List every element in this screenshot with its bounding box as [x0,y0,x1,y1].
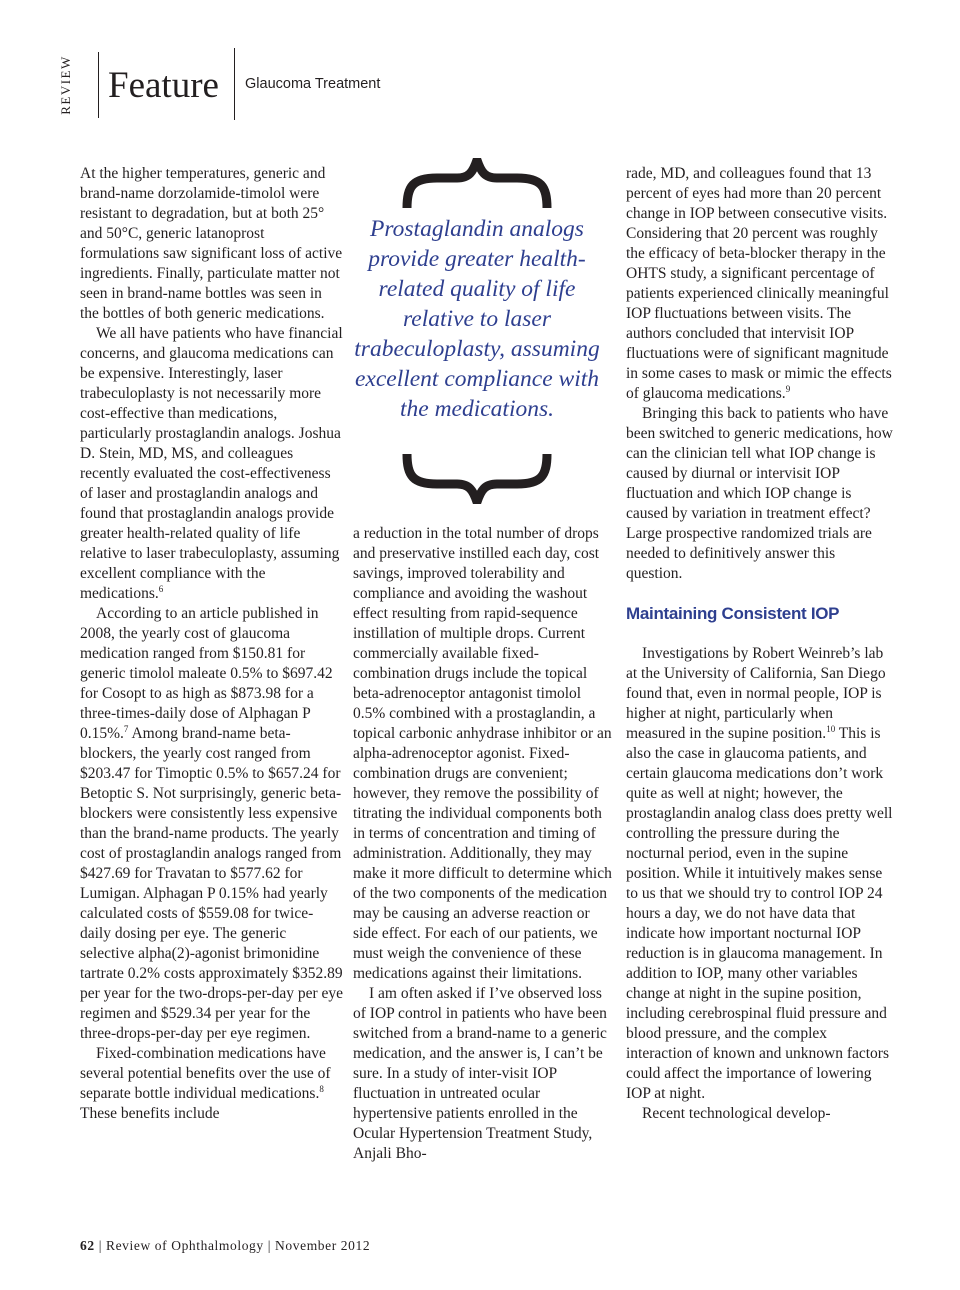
header-divider-left [98,52,99,118]
header-divider-right [234,48,235,120]
reference-marker: 7 [123,723,129,734]
page-title: Feature [108,65,219,106]
paragraph: rade, MD, and colleagues found that 13 percent of eyes had more than 20 percent change in IOP between consecutive visits. Considering that 20 percent was roughly the efficacy of beta-blocker therapy in the OHTS study, a significant percentage of patients experienced clinically meaningful IOP fluctuations between visits. The authors concluded that intervisit IOP fluctuations were of significant magnitude in some cases to mask or mimic the effects of glaucoma medications.$^9$ [626,165,892,402]
paragraph: I am often asked if I’ve observed loss of IOP control in patients who have been switched from a brand-name to a generic medication, and the answer is, I can’t be sure. In a study of inter-visit IOP fluctuation in untreated ocular hypertensive patients enrolled in the Ocular Hypertension Treatment Study, Anjali Bho- [353,985,607,1162]
reference-marker: 6 [158,583,164,594]
brace-top-icon [345,158,609,212]
article-column-2 [353,524,615,1164]
paragraph: According to an article published in 2008, the yearly cost of glaucoma medication ranged from $150.81 for generic timolol maleate 0.5% to $697.42 for Cosopt to as high as $873.98 for a three-times-daily dose of Alphagan P 0.15%.$^7$ Among brand-name beta-blockers, the yearly cost ranged from $203.47 for Timoptic 0.5% to $657.24 for Betoptic S. Not surprisingly, generic beta-blockers were consistently less expensive than the brand-name products. The yearly cost of prostaglandin analogs ranged from $427.69 for Travatan to $577.62 for Lumigan. Alphagan P 0.15% had yearly calculated costs of $559.08 for twice-daily dosing per eye. The generic selective alpha(2)-agonist brimonidine tartrate 0.2% costs approximately $352.89 per year for the two-drops-per-day per eye regimen and $529.34 per year for the three-drops-per-day per eye regimen. [80,605,344,1042]
reference-marker: 8 [319,1083,324,1094]
page-number: 62 [80,1238,95,1253]
publication-name: Review of Ophthalmology [105,1238,264,1253]
section-subhead: Maintaining Consistent IOP [626,604,840,623]
reference-marker: 10 [826,723,836,734]
reference-marker: 9 [785,383,791,394]
issue-date: November 2012 [275,1238,371,1253]
paragraph: We all have patients who have financial concerns, and glaucoma medications can be expensive. Interestingly, laser trabeculoplasty is not necessarily more cost-effective than medications, particularly prostaglandin analogs. Joshua D. Stein, MD, MS, and colleagues recently evaluated the cost-effectiveness of laser and prostaglandin analogs and found that prostaglandin analogs provide greater health-related quality of life relative to laser trabeculoplasty, assuming excellent compliance with the medications.$^6$ [80,325,343,602]
pull-quote [345,158,609,504]
paragraph: a reduction in the total number of drops and preservative instilled each day, cost savings, improved tolerability and compliance and avoiding the washout effect resulting from rapid-sequence instillation of multiple drops. Current commercially available fixed-combination drugs include the topical beta-adrenoceptor antagonist timolol 0.5% combined with a prostaglandin, a topical carbonic anhydrase inhibitor or an alpha-adrenoceptor agonist. Fixed-combination drugs are convenient; however, they remove the possibility of titrating the individual components both in terms of concentration and timing of administration. Additionally, they may make it more difficult to determine which of the two components of the medication may be causing an adverse reaction or side effect. For each of our patients, we must weigh the convenience of these medications against their limitations. [353,525,612,982]
side-tab-label: REVIEW [58,55,73,115]
paragraph: At the higher temperatures, generic and brand-name dorzolamide-timolol were resistant to degradation, but at both 25° and 50°C, generic latanoprost formulations saw significant loss of active ingredients. Finally, particulate matter not seen in brand-name bottles was seen in the bottles of both generic medications. [80,165,343,322]
footer-separator: | [267,1238,272,1253]
page-footer [80,1238,370,1254]
article-column-3 [626,164,894,1124]
section-label: Glaucoma Treatment [245,76,381,92]
footer-separator: | [98,1238,102,1253]
side-tab-review [54,52,78,118]
paragraph: Fixed-combination medications have several potential benefits over the use of separate bottle individual medications.$^8$ These benefits include [80,1045,331,1122]
brace-bottom-icon [345,450,609,504]
paragraph: Recent technological develop- [642,1105,831,1122]
pull-quote-text: Prostaglandin analogs provide greater health-related quality of life relative to laser trabeculoplasty, assuming excellent compliance with the medications. [354,216,600,422]
article-column-1 [80,164,344,1124]
paragraph: Bringing this back to patients who have been switched to generic medications, how can the clinician tell what IOP change is caused by diurnal or intervisit IOP fluctuation and which IOP change is caused by variation in treatment effect? Large prospective randomized trials are needed to definitively answer this question. [626,405,893,582]
paragraph: Investigations by Robert Weinreb’s lab at the University of California, San Diego found that, even in normal people, IOP is higher at night, particularly when measured in the supine position.$^{10}$ This is also the case in glaucoma patients, and certain glaucoma medications don’t work quite as well at night; however, the prostaglandin analog class does pretty well controlling the pressure during the nocturnal period, even in the supine position. While it intuitively makes sense to us that we should try to control IOP 24 hours a day, we do not have data that indicate how important nocturnal IOP reduction is in glaucoma management. In addition to IOP, many other variables change at night in the supine position, including cerebrospinal fluid pressure and blood pressure, and the complex interaction of known and unknown factors could affect the importance of lowering IOP at night. [626,645,893,1102]
